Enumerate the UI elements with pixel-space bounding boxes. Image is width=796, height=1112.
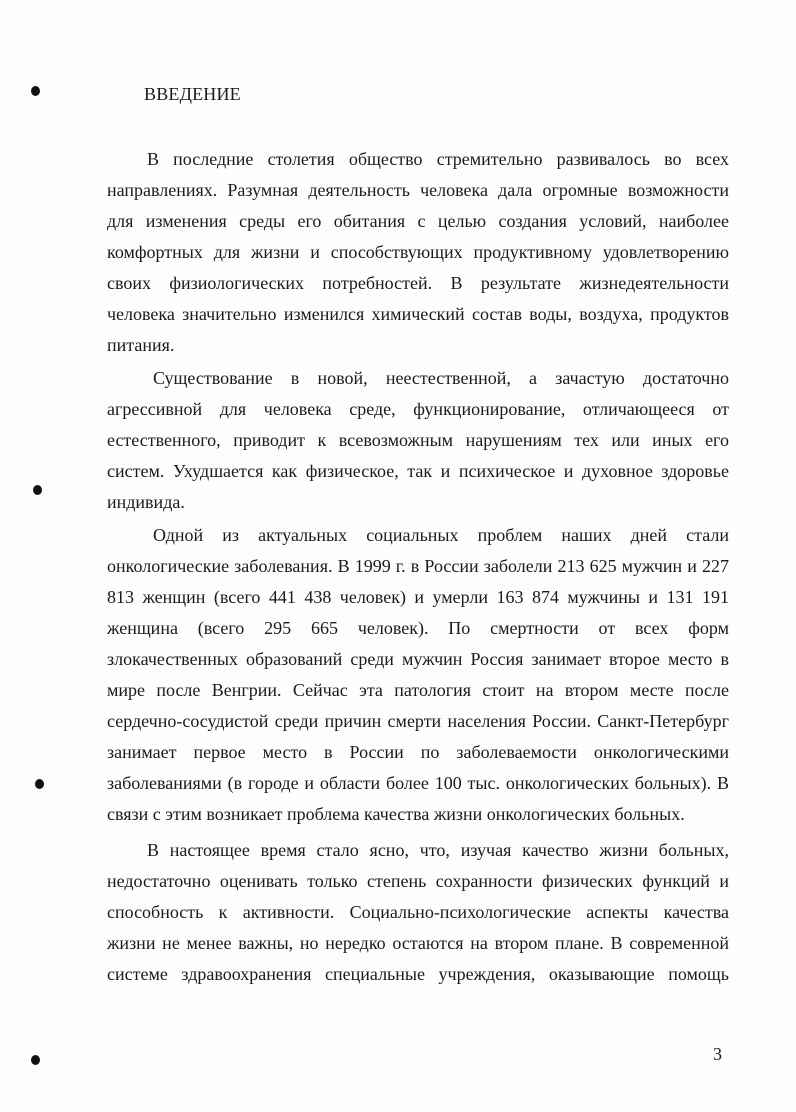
punch-hole-mark: [31, 1055, 40, 1065]
text-line: недостаточно оценивать только степень сохранности физических функций и: [107, 871, 729, 891]
punch-hole-mark: [31, 86, 40, 96]
text-line: мире после Венгрии. Сейчас эта патология стоит на втором месте после: [107, 680, 729, 700]
text-line: онкологические заболевания. В 1999 г. в России заболели 213 625 мужчин и 227: [107, 556, 729, 576]
text-line: В последние столетия общество стремительно развивалось во всех: [147, 149, 729, 169]
text-line: занимает первое место в России по заболеваемости онкологическими: [107, 742, 729, 762]
text-line: женщина (всего 295 665 человек). По смертности от всех форм: [107, 618, 729, 638]
text-line: Одной из актуальных социальных проблем наших дней стали: [153, 525, 729, 545]
text-line: человека значительно изменился химический состав воды, воздуха, продуктов: [107, 304, 729, 324]
text-line: Существование в новой, неестественной, а зачастую достаточно: [153, 368, 729, 388]
text-line: заболеваниями (в городе и области более 100 тыс. онкологических больных). В: [107, 773, 729, 793]
text-line: направлениях. Разумная деятельность человека дала огромные возможности: [107, 180, 729, 200]
text-line: 813 женщин (всего 441 438 человек) и умерли 163 874 мужчины и 131 191: [107, 587, 729, 607]
text-line: связи с этим возникает проблема качества жизни онкологических больных.: [107, 804, 685, 824]
text-line: агрессивной для человека среде, функционирование, отличающееся от: [107, 399, 729, 419]
text-line: систем. Ухудшается как физическое, так и психическое и духовное здоровье: [107, 461, 729, 481]
punch-hole-mark: [35, 779, 44, 789]
text-line: индивида.: [107, 492, 185, 512]
text-line: естественного, приводит к всевозможным нарушениям тех или иных его: [107, 430, 729, 450]
text-line: своих физиологических потребностей. В результате жизнедеятельности: [107, 273, 729, 293]
text-line: для изменения среды его обитания с целью создания условий, наиболее: [107, 211, 729, 231]
punch-hole-mark: [33, 485, 42, 495]
section-heading: ВВЕДЕНИЕ: [144, 84, 241, 104]
text-line: питания.: [107, 335, 175, 355]
text-line: сердечно-сосудистой среди причин смерти населения России. Санкт-Петербург: [107, 711, 729, 731]
page-number: 3: [713, 1044, 722, 1064]
text-line: В настоящее время стало ясно, что, изучая качество жизни больных,: [147, 840, 729, 860]
text-line: комфортных для жизни и способствующих продуктивному удовлетворению: [107, 242, 729, 262]
text-line: жизни не менее важны, но нередко остаются на втором плане. В современной: [107, 933, 729, 953]
text-line: системе здравоохранения специальные учреждения, оказывающие помощь: [107, 964, 729, 984]
text-line: способность к активности. Социально-психологические аспекты качества: [107, 902, 729, 922]
text-line: злокачественных образований среди мужчин Россия занимает второе место в: [107, 649, 729, 669]
